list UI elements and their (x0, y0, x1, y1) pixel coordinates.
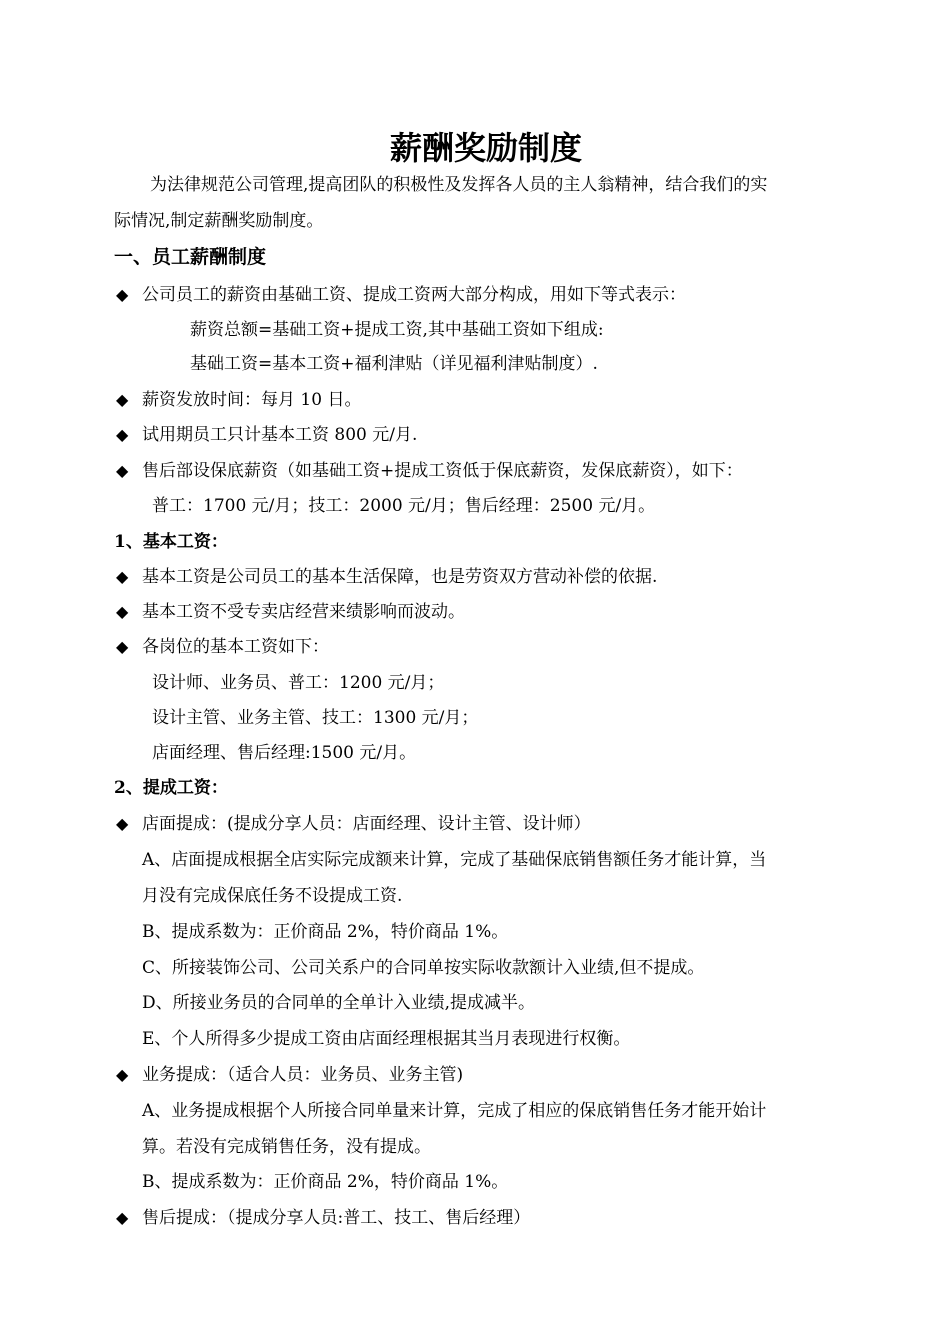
equation-total-salary: 薪资总额=基础工资+提成工资,其中基础工资如下组成: (190, 320, 604, 340)
intro-line-1: 为法律规范公司管理,提高团队的积极性及发挥各人员的主人翁精神，结合我们的实 (150, 175, 768, 195)
bullet-after-sales-minimum: 售后部设保底薪资（如基础工资+提成工资低于保底薪资，发保底薪资），如下： (142, 461, 743, 481)
document-title: 薪酬奖励制度 (389, 129, 582, 167)
store-commission-item-d: D、所接业务员的合同单的全单计入业绩,提成减半。 (142, 993, 536, 1013)
bullet-icon: ◆ (116, 1208, 129, 1227)
intro-line-2: 际情况,制定薪酬奖励制度。 (114, 211, 324, 231)
bullet-icon: ◆ (116, 814, 129, 833)
store-commission-item-c: C、所接装饰公司、公司关系户的合同单按实际收款额计入业绩,但不提成。 (142, 958, 705, 978)
equation-base-salary: 基础工资=基本工资+福利津贴（详见福利津贴制度）. (190, 354, 598, 374)
business-commission-item-b: B、提成系数为：正价商品 2%，特价商品 1%。 (142, 1172, 509, 1192)
position-salary-line-1: 设计师、业务员、普工：1200 元/月； (152, 673, 445, 693)
bullet-icon: ◆ (116, 567, 129, 586)
bullet-base-salary-by-position: 各岗位的基本工资如下： (142, 637, 329, 657)
position-salary-line-3: 店面经理、售后经理:1500 元/月。 (152, 743, 417, 763)
bullet-icon: ◆ (116, 602, 129, 621)
bullet-icon: ◆ (116, 461, 129, 480)
bullet-base-salary-purpose: 基本工资是公司员工的基本生活保障，也是劳资双方营动补偿的依据. (142, 567, 658, 587)
bullet-icon: ◆ (116, 390, 129, 409)
store-commission-item-b: B、提成系数为：正价商品 2%，特价商品 1%。 (142, 922, 509, 942)
bullet-icon: ◆ (116, 637, 129, 656)
bullet-icon: ◆ (116, 425, 129, 444)
business-commission-item-a-line-2: 算。若没有完成销售任务，没有提成。 (142, 1137, 431, 1157)
business-commission-item-a-line-1: A、业务提成根据个人所接合同单量来计算，完成了相应的保底销售任务才能开始计 (142, 1101, 767, 1121)
bullet-base-salary-stability: 基本工资不受专卖店经营来绩影响而波动。 (142, 602, 465, 622)
store-commission-item-a-line-2: 月没有完成保底任务不设提成工资. (142, 886, 403, 906)
bullet-salary-structure: 公司员工的薪资由基础工资、提成工资两大部分构成，用如下等式表示： (142, 285, 686, 305)
bullet-business-commission: 业务提成：（适合人员：业务员、业务主管) (142, 1065, 464, 1085)
bullet-store-commission: 店面提成：(提成分享人员：店面经理、设计主管、设计师） (142, 814, 591, 834)
position-salary-line-2: 设计主管、业务主管、技工：1300 元/月； (152, 708, 479, 728)
bullet-icon: ◆ (116, 285, 129, 304)
bullet-icon: ◆ (116, 1065, 129, 1084)
subheading-base-salary: 1、基本工资： (114, 532, 228, 552)
subheading-commission: 2、提成工资： (114, 778, 228, 798)
bullet-probation-pay: 试用期员工只计基本工资 800 元/月. (142, 425, 418, 445)
section-heading-salary-system: 一、员工薪酬制度 (114, 246, 267, 268)
store-commission-item-e: E、个人所得多少提成工资由店面经理根据其当月表现进行权衡。 (142, 1029, 631, 1049)
after-sales-minimum-detail: 普工：1700 元/月；技工：2000 元/月；售后经理：2500 元/月。 (152, 496, 656, 516)
bullet-pay-date: 薪资发放时间：每月 10 日。 (142, 390, 362, 410)
bullet-after-sales-commission: 售后提成：（提成分享人员:普工、技工、售后经理） (142, 1208, 531, 1228)
store-commission-item-a-line-1: A、店面提成根据全店实际完成额来计算，完成了基础保底销售额任务才能计算，当 (142, 850, 767, 870)
